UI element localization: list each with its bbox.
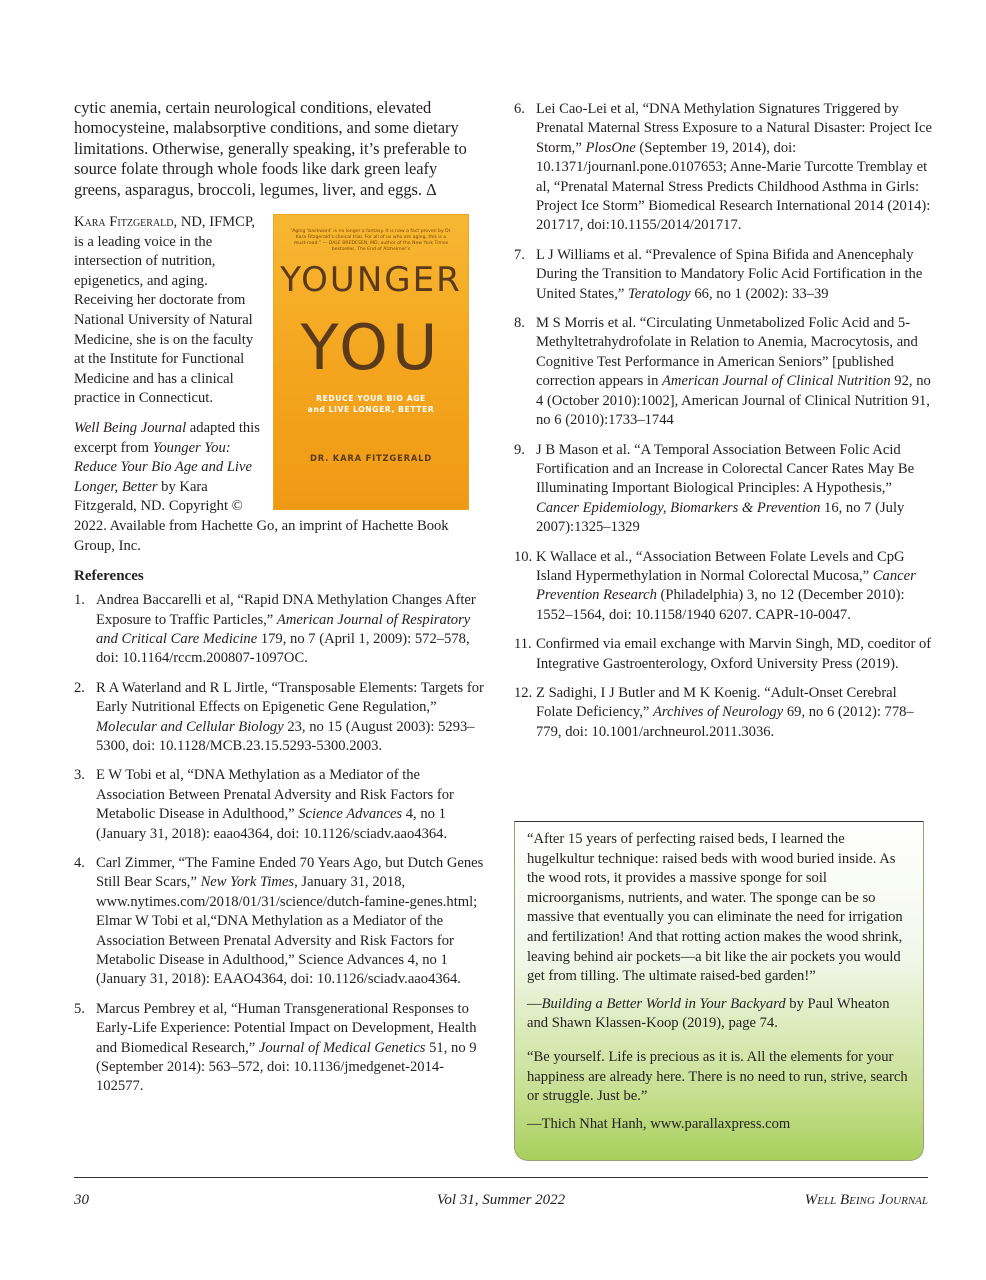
reference-details: 23, no 15 (August 2003): 5293–5300, doi: 10.1128/MCB.23.15.5293-5300.2003.: [96, 718, 475, 754]
page-number: 30: [74, 1192, 89, 1208]
reference-item: [74, 854, 484, 990]
reference-item: [74, 591, 484, 669]
reference-journal: Archives of Neurology: [652, 704, 784, 721]
reference-item: [74, 766, 484, 844]
reference-journal: Teratology: [628, 285, 691, 302]
reference-text: Lei Cao-Lei et al, “DNA Methylation Signatures Triggered by Prenatal Maternal Stress Exposure to a Natural Disaster: Project Ice Storm,”: [536, 101, 932, 156]
journal-name: Well Being Journal: [74, 419, 187, 436]
reference-journal: Cancer Epidemiology, Biomarkers & Prevention: [536, 499, 821, 516]
reference-text: Confirmed via email exchange with Marvin Singh, MD, coeditor of Integrative Gastroenterology, Oxford University Press (2019).: [536, 636, 932, 672]
quote-text-1: “After 15 years of perfecting raised beds, I learned the hugelkultur technique: raised beds with wood buried inside. As the wood rots, it provides a massive sponge for soil microorganisms, nutrients, and water. The sponge can be so massive that eventually you can eliminate the need for irrigation and fertilization! And that rotting action makes the wood shrink, leaving behind air pockets—a bit like the air pockets you would get from tilling. The ultimate raised-bed garden!”: [527, 831, 903, 985]
reference-number: 7.: [514, 246, 525, 263]
reference-details: 179, no 7 (April 1, 2009): 572–578, doi: 10.1164/rccm.200807-1097OC.: [96, 630, 470, 667]
quote-text-2: “Be yourself. Life is precious as it is. All the elements for your happiness are already here. There is no need to run, strive, search or struggle. Just be.”: [527, 1048, 908, 1105]
reference-text: Z Sadighi, I J Butler and M K Koenig. “Adult-Onset Cerebral Folate Deficiency,”: [536, 684, 897, 721]
book-title: Younger You: Reduce Your Bio Age and Live Longer, Better: [74, 439, 252, 495]
book-cover-blurb: “Aging ‘backward’ is no longer a fantasy. It is now a fact proven by Dr. Kara Fitzgerald’s clinical trial. For all of us who are aging, this is a must-read.” — DALE BREDESEN, MD, author of the New York Times bestseller, The End of Alzheimer’s: [290, 229, 452, 253]
reference-item: [74, 1000, 484, 1097]
reference-details: 4, no 1 (January 31, 2018): eaao4364, doi: 10.1126/sciadv.aao4364.: [96, 806, 448, 842]
reference-number: 10.: [514, 548, 533, 565]
reference-details: 66, no 1 (2002): 33–39: [690, 285, 829, 302]
reference-journal: Molecular and Cellular Biology: [96, 718, 284, 735]
references-list-right: [514, 100, 932, 742]
book-cover-title-line2: YOU: [300, 311, 442, 385]
reference-details: (September 19, 2014), doi: 10.1371/journanl.pone.0107653; Anne-Marie Turcotte Tremblay et al, “Prenatal Maternal Stress Predicts Childhood Asthma in Girls: Project Ice Storm” Biomedical Research International 2014 (2014): 201717, doi:10.1155/2014/201717.: [536, 139, 931, 234]
reference-number: 4.: [74, 855, 85, 871]
reference-item: [514, 684, 932, 742]
author-bio-text: , ND, IFMCP, is a leading voice in the intersection of nutrition, epigenetics, and aging. Receiving her doctorate from National University of Natural Medicine, she is on the faculty at the Institute for Functional Medicine and has a clinical practice in Connecticut.: [74, 214, 256, 407]
reference-text: Carl Zimmer, “The Famine Ended 70 Years Ago, but Dutch Genes Still Bear Scars,”: [96, 855, 484, 891]
quote-source-1: [527, 995, 911, 1034]
quote-sidebar: [514, 821, 924, 1161]
reference-journal: American Journal of Respiratory and Critical Care Medicine: [96, 611, 471, 647]
reference-item: [514, 246, 932, 304]
reference-item: [514, 100, 932, 236]
reference-journal: Science Advances: [298, 806, 403, 823]
reference-number: 12.: [514, 684, 533, 701]
reference-details: January 31, 2018, www.nytimes.com/2018/01/31/science/dutch-famine-genes.html; Elmar W Tobi et al,“DNA Methylation as a Mediator of the Association Between Prenatal Adversity and Risk Factors for Metabolic Disease in Adulthood,” Science Advances 4, no 1 (January 31, 2018): EAAO4364, doi: 10.1126/sciadv.aao4364.: [96, 874, 478, 988]
reference-details: 69, no 6 (2012): 778–779, doi: 10.1001/archneurol.2011.3036.: [536, 704, 914, 740]
reference-item: [514, 314, 932, 430]
author-name: Kara Fitzgerald: [74, 214, 174, 231]
reference-text: K Wallace et al., “Association Between Folate Levels and CpG Island Hypermethylation in Normal Colorectal Mucosa,”: [536, 548, 905, 584]
reference-text: E W Tobi et al, “DNA Methylation as a Mediator of the Association Between Prenatal Adversity and Risk Factors for Metabolic Disease in Adulthood,”: [96, 767, 454, 823]
reference-number: 2.: [74, 679, 85, 696]
reference-item: [514, 635, 932, 674]
reference-text: M S Morris et al. “Circulating Unmetabolized Folic Acid and 5-Methyltetrahydrofolate in Relation to Anemia, Macrocytosis, and Cognitive Test Performance in American Seniors” [published correction appears in: [536, 315, 918, 390]
quote-source-title: Building a Better World in Your Backyard: [541, 995, 786, 1012]
reference-journal: Cancer Prevention Research: [536, 567, 916, 604]
reference-item: [74, 679, 484, 757]
footer-divider: [74, 1177, 928, 1178]
reference-details: (Philadelphia) 3, no 12 (December 2010): 1552–1564, doi: 10.1158/1940 6207. CAPR-10-0047.: [536, 587, 905, 623]
reference-journal: PlosOne: [585, 139, 636, 156]
reference-details: 16, no 7 (July 2007):1325–1329: [536, 499, 905, 536]
book-cover-author: DR. KARA FITZGERALD: [309, 453, 433, 464]
reference-text: J B Mason et al. “A Temporal Association Between Folic Acid Fortification and an Increase in Colorectal Cancer Rates May Be Illuminating Important Biological Principles: A Hypothesis,”: [536, 441, 915, 497]
author-bio-section: [74, 213, 484, 556]
book-cover-image: [274, 215, 468, 509]
reference-text: Marcus Pembrey et al, “Human Transgenerational Responses to Early-Life Experience: Potential Impact on Development, Health and Biomedical Research,”: [96, 1000, 477, 1056]
right-column: [514, 100, 932, 752]
reference-number: 6.: [514, 101, 525, 117]
book-cover-subtitle-line2: and LIVE LONGER, BETTER: [307, 405, 435, 415]
reference-text: R A Waterland and R L Jirtle, “Transposable Elements: Targets for Early Nutritional Effects on Epigenetic Gene Regulation,”: [96, 679, 484, 716]
magazine-name: Well Being Journal: [804, 1192, 928, 1208]
quote-source-details: by Paul Wheaton and Shawn Klassen-Koop (2019), page 74.: [527, 995, 890, 1032]
intro-paragraph: cytic anemia, certain neurological conditions, elevated homocysteine, malabsorptive conditions, and some dietary limitations. Otherwise, generally speaking, it’s preferable to source folate through whole foods like dark green leafy greens, asparagus, broccoli, legumes, liver, and eggs. Δ: [74, 98, 467, 199]
reference-number: 9.: [514, 441, 525, 458]
reference-number: 5.: [74, 1000, 85, 1017]
reference-number: 8.: [514, 315, 525, 332]
book-cover-title-line1: YOUNGER: [280, 260, 462, 301]
left-column: [74, 98, 484, 1107]
reference-details: 92, no 4 (October 2010):1002], American Journal of Clinical Nutrition 91, no 6 (2010):1733–1744: [536, 373, 931, 429]
reference-item: [514, 441, 932, 538]
reference-number: 3.: [74, 767, 85, 784]
references-heading: References: [74, 568, 144, 585]
quote-source-2: —Thich Nhat Hanh, www.parallaxpress.com: [527, 1115, 791, 1132]
references-list-left: [74, 591, 484, 1097]
book-cover-subtitle: [284, 393, 458, 415]
reference-journal: American Journal of Clinical Nutrition: [662, 373, 891, 390]
reference-number: 1.: [74, 592, 85, 609]
reference-text: Andrea Baccarelli et al, “Rapid DNA Methylation Changes After Exposure to Traffic Particles,”: [96, 592, 476, 628]
quote-dash: —: [527, 995, 542, 1012]
reference-number: 11.: [514, 636, 532, 653]
reference-journal: New York Times,: [200, 874, 298, 891]
reference-journal: Journal of Medical Genetics: [258, 1039, 426, 1056]
reference-item: [514, 548, 932, 626]
reference-text: L J Williams et al. “Prevalence of Spina Bifida and Anencephaly During the Transition to Mandatory Folic Acid Fortification in the United States,”: [536, 246, 923, 302]
book-cover-subtitle-line1: REDUCE YOUR BIO AGE: [316, 394, 426, 404]
issue-info: Vol 31, Summer 2022: [436, 1192, 566, 1208]
copyright-text: by Kara Fitzgerald, ND. Copyright © 2022. Available from Hachette Go, an imprint of Hachette Book Group, Inc.: [74, 478, 449, 554]
reference-details: 51, no 9 (September 2014): 563–572, doi: 10.1136/jmedgenet-2014-102577.: [96, 1039, 477, 1095]
excerpt-credit-text: adapted this excerpt from: [74, 419, 260, 456]
